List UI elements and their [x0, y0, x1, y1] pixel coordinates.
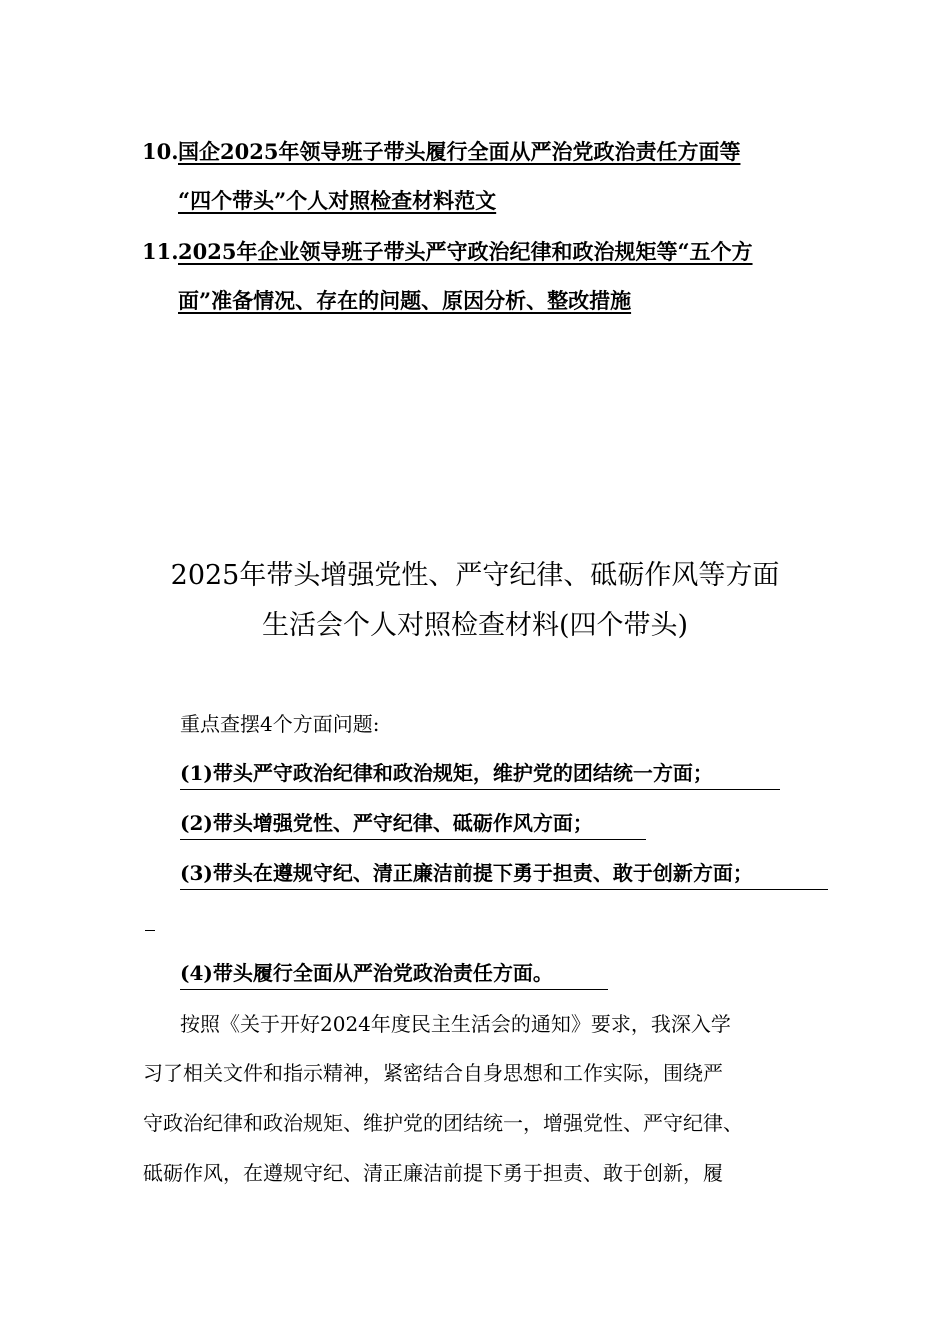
issue-item-2[interactable]: (2)带头增强党性、严守纪律、砥砺作风方面； — [180, 808, 646, 840]
document-title-line-2: 生活会个人对照检查材料(四个带头) — [261, 610, 689, 641]
toc-entry-11-continued[interactable] — [178, 286, 631, 316]
body-line-4: 砥砺作风，在遵规守纪、清正廉洁前提下勇于担责、敢于创新，履 — [143, 1161, 723, 1185]
body-line-2: 习了相关文件和指示精神，紧密结合自身思想和工作实际，围绕严 — [143, 1061, 723, 1085]
body-line-1: 按照《关于开好2024年度民主生活会的通知》要求，我深入学 — [180, 1012, 731, 1036]
issue-item-4[interactable]: (4)带头履行全面从严治党政治责任方面。 — [180, 958, 608, 990]
toc-number: 10. — [142, 139, 179, 164]
toc-link-text[interactable]: 国企2025年领导班子带头履行全面从严治党政治责任方面等 — [178, 139, 741, 164]
toc-link-text[interactable]: 面”准备情况、存在的问题、原因分析、整改措施 — [178, 288, 632, 313]
toc-entry-10[interactable] — [142, 137, 740, 167]
toc-link-text[interactable]: “四个带头”个人对照检查材料范文 — [178, 188, 497, 213]
toc-entry-10-continued[interactable] — [178, 186, 496, 216]
toc-entry-11[interactable] — [142, 237, 753, 267]
document-title-line-1: 2025年带头增强党性、严守纪律、砥砺作风等方面 — [170, 560, 780, 591]
issue-item-3[interactable]: (3)带头在遵规守纪、清正廉洁前提下勇于担责、敢于创新方面； — [180, 858, 828, 890]
toc-number: 11. — [142, 239, 179, 264]
underline-fragment — [145, 930, 155, 931]
intro-text: 重点查摆4个方面问题: — [180, 712, 380, 736]
body-line-3: 守政治纪律和政治规矩、维护党的团结统一，增强党性、严守纪律、 — [143, 1111, 743, 1135]
toc-link-text[interactable]: 2025年企业领导班子带头严守政治纪律和政治规矩等“五个方 — [178, 239, 753, 264]
issue-item-1[interactable]: (1)带头严守政治纪律和政治规矩，维护党的团结统一方面； — [180, 758, 780, 790]
